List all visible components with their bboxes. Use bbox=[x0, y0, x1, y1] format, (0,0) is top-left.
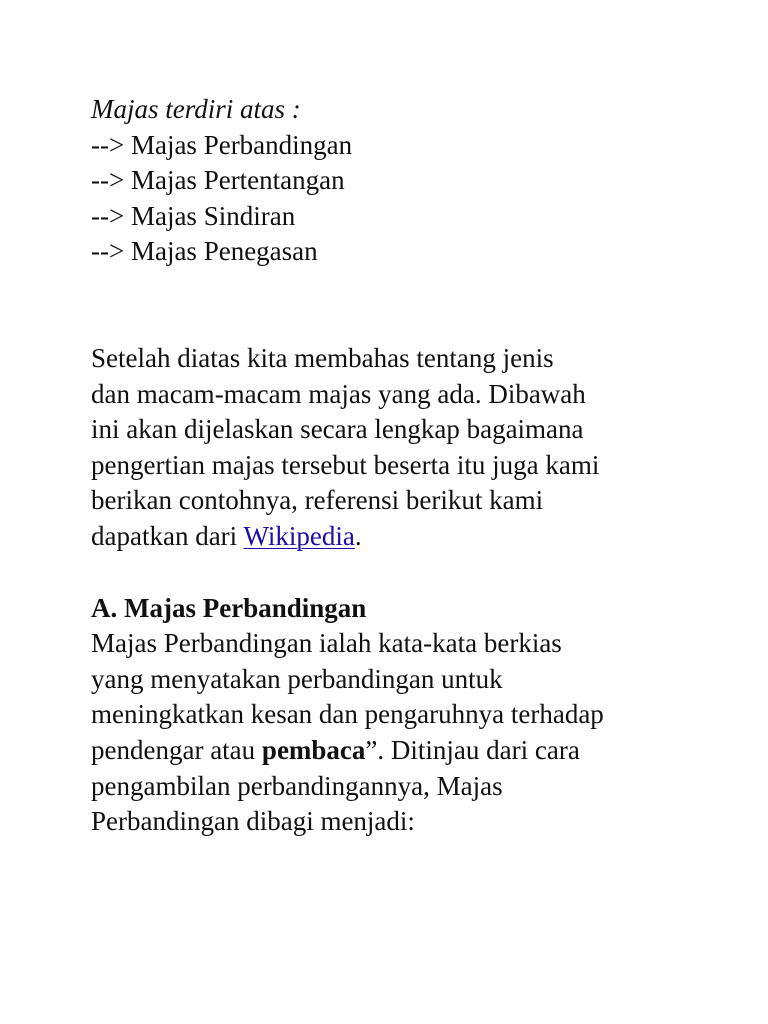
section-line-mixed bbox=[91, 733, 731, 769]
document-page bbox=[91, 92, 731, 840]
section-text: ”. Ditinjau dari cara bbox=[365, 734, 580, 765]
list-item: --> Majas Pertentangan bbox=[91, 165, 345, 196]
list-item: --> Majas Perbandingan bbox=[91, 129, 353, 160]
section-line: Perbandingan dibagi menjadi: bbox=[91, 806, 415, 837]
paragraph-line: dan macam-macam majas yang ada. Dibawah bbox=[91, 378, 586, 409]
section-line: pengambilan perbandingannya, Majas bbox=[91, 770, 503, 801]
wikipedia-link[interactable]: Wikipedia bbox=[243, 520, 355, 551]
section-line: Majas Perbandingan ialah kata-kata berkias bbox=[91, 628, 562, 659]
list-item: --> Majas Sindiran bbox=[91, 200, 296, 231]
section-heading: A. Majas Perbandingan bbox=[91, 592, 367, 623]
section-text: pendengar atau bbox=[91, 734, 262, 765]
paragraph-line: Setelah diatas kita membahas tentang jenis bbox=[91, 342, 554, 373]
paragraph-period: . bbox=[354, 520, 362, 551]
spacer bbox=[91, 555, 731, 591]
list-heading: Majas terdiri atas : bbox=[91, 94, 301, 124]
paragraph-line: pengertian majas tersebut beserta itu juga kami bbox=[91, 449, 600, 480]
section-majas-perbandingan bbox=[91, 591, 731, 840]
spacer bbox=[91, 270, 731, 341]
bold-word: pembaca bbox=[261, 734, 366, 765]
section-line: meningkatkan kesan dan pengaruhnya terhadap bbox=[91, 699, 604, 730]
majas-list-block bbox=[91, 92, 731, 270]
paragraph-line: ini akan dijelaskan secara lengkap bagaimana bbox=[91, 414, 584, 445]
intro-paragraph bbox=[91, 341, 731, 555]
list-item: --> Majas Penegasan bbox=[91, 236, 318, 267]
paragraph-text: dapatkan dari bbox=[91, 520, 244, 551]
section-line: yang menyatakan perbandingan untuk bbox=[91, 663, 503, 694]
paragraph-last-line bbox=[91, 519, 731, 555]
paragraph-line: berikan contohnya, referensi berikut kami bbox=[91, 485, 544, 516]
